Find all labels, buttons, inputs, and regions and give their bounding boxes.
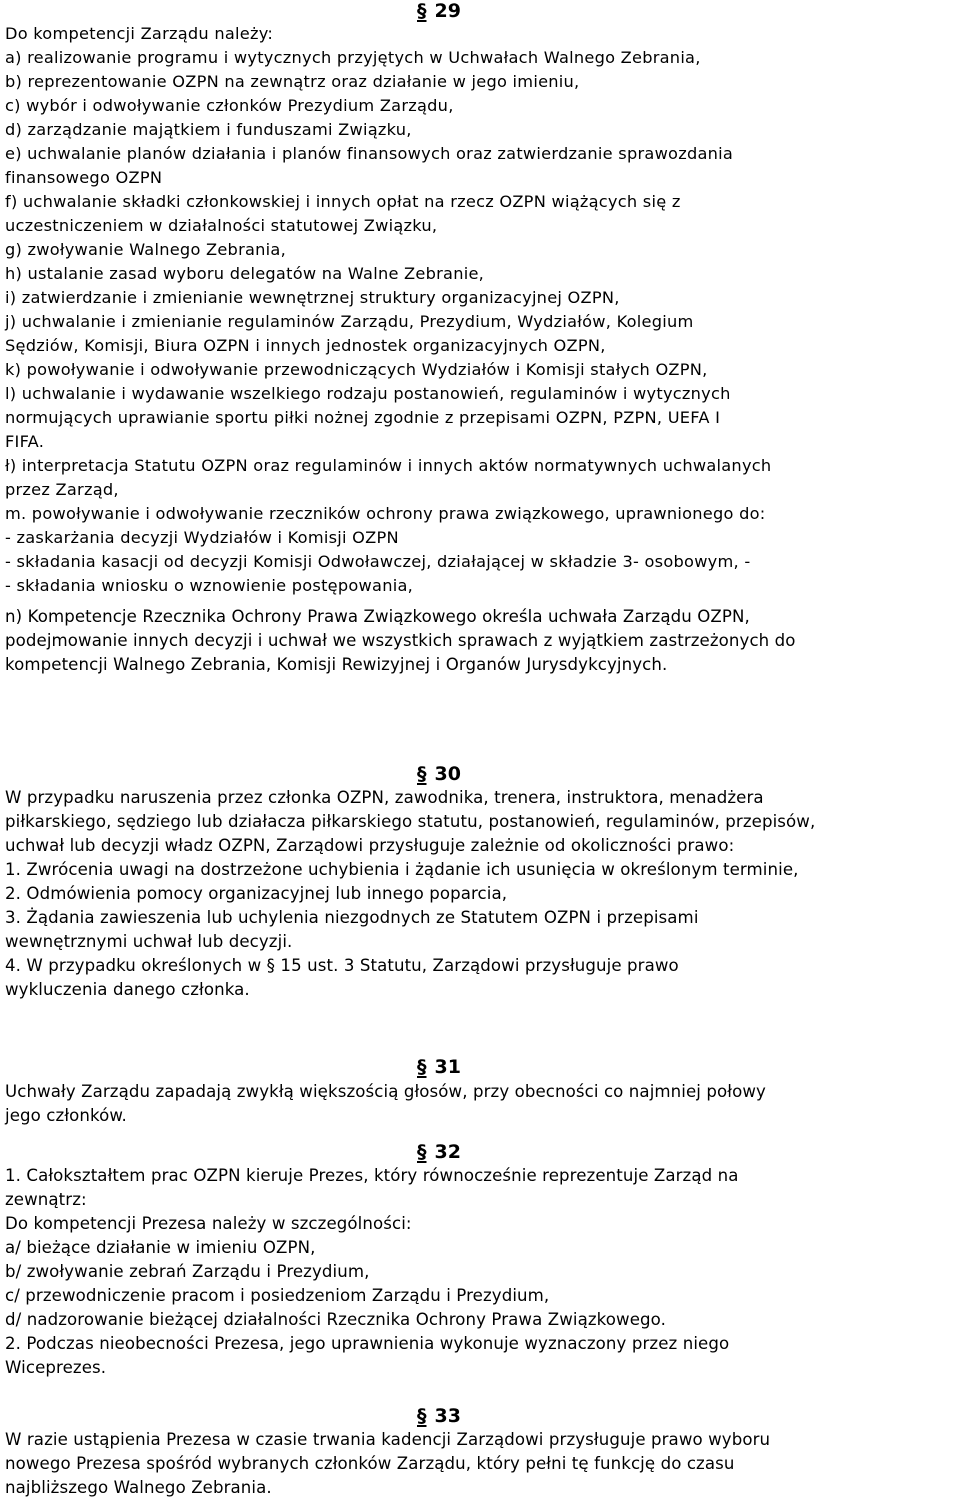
- section-33-body: [5, 1428, 770, 1500]
- list-item: c/ przewodniczenie pracom i posiedzeniom Zarządu i Prezydium,: [5, 1286, 550, 1305]
- section-symbol: §: [417, 1056, 427, 1078]
- section-number: 32: [434, 1141, 461, 1163]
- list-item: a/ bieżące działanie w imieniu OZPN,: [5, 1238, 316, 1257]
- section-number: 31: [434, 1056, 461, 1078]
- list-item: j) uchwalanie i zmienianie regulaminów Zarządu, Prezydium, Wydziałów, Kolegium: [5, 312, 694, 331]
- list-item: a) realizowanie programu i wytycznych przyjętych w Uchwałach Walnego Zebrania,: [5, 48, 701, 67]
- text-line: nowego Prezesa spośród wybranych członków Zarządu, który pełni tę funkcję do czasu: [5, 1454, 735, 1473]
- section-30-body: [5, 786, 815, 1002]
- text-line: Wiceprezes.: [5, 1358, 107, 1377]
- text-line: zewnątrz:: [5, 1190, 87, 1209]
- section-33-heading: [417, 1402, 461, 1430]
- section-symbol: §: [417, 1141, 427, 1163]
- list-item: d/ nadzorowanie bieżącej działalności Rzecznika Ochrony Prawa Związkowego.: [5, 1310, 666, 1329]
- list-item: h) ustalanie zasad wyboru delegatów na Walne Zebranie,: [5, 264, 485, 283]
- text-line: 2. Podczas nieobecności Prezesa, jego uprawnienia wykonuje wyznaczony przez niego: [5, 1334, 730, 1353]
- list-item: FIFA.: [5, 432, 45, 451]
- section-number: 33: [434, 1405, 461, 1427]
- list-item: ł) interpretacja Statutu OZPN oraz regulaminów i innych aktów normatywnych uchwalanych: [5, 456, 772, 475]
- text-line: W przypadku naruszenia przez członka OZPN, zawodnika, trenera, instruktora, menadżera: [5, 788, 764, 807]
- list-item: - zaskarżania decyzji Wydziałów i Komisji OZPN: [5, 528, 399, 547]
- list-item: b) reprezentowanie OZPN na zewnątrz oraz działanie w jego imieniu,: [5, 72, 580, 91]
- section-31-heading: [417, 1053, 461, 1081]
- list-item: wewnętrznymi uchwał lub decyzji.: [5, 932, 293, 951]
- text-line: najbliższego Walnego Zebrania.: [5, 1478, 272, 1497]
- list-item: d) zarządzanie majątkiem i funduszami Związku,: [5, 120, 412, 139]
- list-item: m. powoływanie i odwoływanie rzeczników ochrony prawa związkowego, uprawnionego do:: [5, 504, 766, 523]
- list-item: przez Zarząd,: [5, 480, 119, 499]
- list-item: normujących uprawianie sportu piłki nożnej zgodnie z przepisami OZPN, PZPN, UEFA I: [5, 408, 721, 427]
- list-item: Sędziów, Komisji, Biura OZPN i innych jednostek organizacyjnych OZPN,: [5, 336, 606, 355]
- text-line: 1. Całokształtem prac OZPN kieruje Prezes, który równocześnie reprezentuje Zarząd na: [5, 1166, 739, 1185]
- text-line: uchwał lub decyzji władz OZPN, Zarządowi przysługuje zależnie od okoliczności prawo:: [5, 836, 735, 855]
- list-item: l) uchwalanie i wydawanie wszelkiego rodzaju postanowień, regulaminów i wytycznych: [5, 384, 731, 403]
- section-29-body: [5, 22, 771, 598]
- list-item: c) wybór i odwoływanie członków Prezydium Zarządu,: [5, 96, 454, 115]
- text-line: Do kompetencji Prezesa należy w szczególności:: [5, 1214, 412, 1233]
- list-item: - składania wniosku o wznowienie postępowania,: [5, 576, 414, 595]
- list-item: e) uchwalanie planów działania i planów finansowych oraz zatwierdzanie sprawozdania: [5, 144, 734, 163]
- list-item: 3. Żądania zawieszenia lub uchylenia niezgodnych ze Statutem OZPN i przepisami: [5, 908, 699, 927]
- list-item: b/ zwoływanie zebrań Zarządu i Prezydium,: [5, 1262, 370, 1281]
- section-number: 30: [434, 763, 461, 785]
- section-number: 29: [434, 0, 461, 22]
- list-item: podejmowanie innych decyzji i uchwał we wszystkich sprawach z wyjątkiem zastrzeżonych do: [5, 631, 796, 650]
- list-item: i) zatwierdzanie i zmienianie wewnętrznej struktury organizacyjnej OZPN,: [5, 288, 620, 307]
- text-line: Do kompetencji Zarządu należy:: [5, 24, 274, 43]
- list-item: 2. Odmówienia pomocy organizacyjnej lub innego poparcia,: [5, 884, 508, 903]
- list-item: n) Kompetencje Rzecznika Ochrony Prawa Związkowego określa uchwała Zarządu OZPN,: [5, 607, 750, 626]
- section-30-heading: [417, 760, 461, 788]
- list-item: k) powoływanie i odwoływanie przewodniczących Wydziałów i Komisji stałych OZPN,: [5, 360, 708, 379]
- list-item: kompetencji Walnego Zebrania, Komisji Rewizyjnej i Organów Jurysdykcyjnych.: [5, 655, 668, 674]
- list-item: g) zwoływanie Walnego Zebrania,: [5, 240, 286, 259]
- list-item: 4. W przypadku określonych w § 15 ust. 3 Statutu, Zarządowi przysługuje prawo: [5, 956, 679, 975]
- list-item: - składania kasacji od decyzji Komisji Odwoławczej, działającej w składzie 3- osobowym, -: [5, 552, 751, 571]
- list-item: f) uchwalanie składki członkowskiej i innych opłat na rzecz OZPN wiążących się z: [5, 192, 681, 211]
- list-item: wykluczenia danego członka.: [5, 980, 250, 999]
- text-line: W razie ustąpienia Prezesa w czasie trwania kadencji Zarządowi przysługuje prawo wyboru: [5, 1430, 771, 1449]
- section-32-body: [5, 1164, 739, 1380]
- section-31-body: [5, 1080, 766, 1128]
- section-32-heading: [417, 1138, 461, 1166]
- text-line: piłkarskiego, sędziego lub działacza piłkarskiego statutu, postanowień, regulaminów, przepisów,: [5, 812, 816, 831]
- list-item: 1. Zwrócenia uwagi na dostrzeżone uchybienia i żądanie ich usunięcia w określonym terminie,: [5, 860, 799, 879]
- list-item: finansowego OZPN: [5, 168, 163, 187]
- section-symbol: §: [417, 763, 427, 785]
- list-item: uczestniczeniem w działalności statutowej Związku,: [5, 216, 438, 235]
- section-symbol: §: [417, 0, 427, 22]
- section-symbol: §: [417, 1405, 427, 1427]
- text-line: Uchwały Zarządu zapadają zwykłą większością głosów, przy obecności co najmniej połowy: [5, 1082, 766, 1101]
- section-29-body-continued: [5, 605, 796, 677]
- text-line: jego członków.: [5, 1106, 127, 1125]
